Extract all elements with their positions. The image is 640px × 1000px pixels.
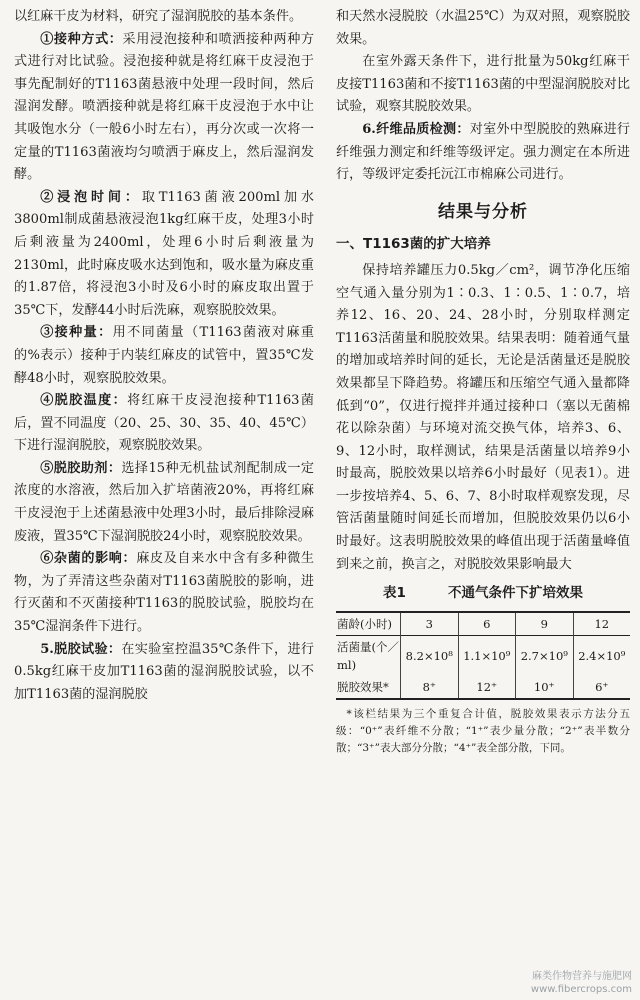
watermark-line: 麻类作物营养与施肥网 (532, 971, 632, 982)
table-cell: 2.4×10⁹ (573, 635, 630, 676)
table-cell: 10⁺ (516, 676, 574, 699)
table-caption (336, 582, 630, 605)
table-footnote: *该栏结果为三个重复合计值，脱胶效果表示方法分五级：“0⁺”表纤维不分散；“1⁺”表少量分散；“2⁺”表半数分散；“3⁺”表大部分分散；“4⁺”表全部分散，下同。 (336, 707, 630, 754)
table-row (336, 635, 630, 676)
table-header-row (336, 612, 630, 636)
table-cell: 2.7×10⁹ (516, 635, 574, 676)
degumming-additive-paragraph: ⑤脱胶助剂：选择15种无机盐试剂配制成一定浓度的水溶液，然后加入扩培菌液20%，再将红麻干皮浸泡于上述菌悬液中处理3小时，最后排除浸麻废液，置35℃下湿润脱胶24小时，观察脱胶效果。 (14, 460, 314, 544)
table-header-cell: 菌龄(小时) (337, 616, 392, 631)
table-header-cell: 6 (458, 612, 516, 636)
table-row (336, 676, 630, 699)
table-header-cell: 9 (516, 612, 574, 636)
table-number: 表1 (383, 585, 406, 602)
control-paragraph: 和天然水浸脱胶（水温25℃）为双对照，观察脱胶效果。 (336, 9, 630, 47)
soak-time-paragraph: ②浸泡时间：取T1163菌液200ml加水3800ml制成菌悬液浸泡1kg红麻干皮，处理3小时后剩液量为2400ml，处理6小时后剩液量为2130ml，此时麻皮吸水达到饱和，吸水量为麻皮重的1.87倍，将浸泡3小时及6小时的麻皮取出置于35℃下，发酵44小时后洗麻，观察脱胶效果。 (14, 189, 314, 318)
table-cell: 8.2×10⁸ (401, 635, 459, 676)
table-cell: 12⁺ (458, 676, 516, 699)
table-title: 不通气条件下扩培效果 (447, 585, 583, 602)
culture-table (336, 611, 630, 700)
table-cell: 6⁺ (573, 676, 630, 699)
table-cell: 活菌量(个／ml) (337, 639, 399, 672)
right-column (336, 6, 630, 757)
left-column (14, 6, 314, 706)
subsection-title: 一、T1163菌的扩大培养 (336, 236, 491, 253)
degumming-temperature-paragraph: ④脱胶温度：将红麻干皮浸泡接种T1163菌后，置不同温度（20、25、30、35、40、45℃）下进行湿润脱胶，观察脱胶效果。 (14, 393, 314, 454)
site-watermark (531, 970, 632, 996)
outdoor-test-paragraph: 在室外露天条件下，进行批量为50kg红麻干皮接T1163菌和不接T1163菌的中型湿润脱胶对比试验，观察其脱胶效果。 (336, 54, 630, 115)
results-section-title: 结果与分析 (438, 201, 528, 222)
culture-results-paragraph: 保持培养罐压力0.5kg／cm²，调节净化压缩空气通入量分别为1∶0.3、1∶0.5、1∶0.7，培养12、16、20、24、28小时，分别取样测定T1163活菌量和脱胶效果。结果表明：随着通气量的增加或培养时间的延长，无论是活菌量还是脱胶效果都呈下降趋势。将罐压和压缩空气通入量都降低到“0”，仅进行搅拌并通过接种口（塞以无菌棉花以除杂菌）与环境对流交换气体，培养3、6、9、12小时，取样测试，结果是活菌量以培养9小时最高，脱胶效果以培养6小时最好（见表1）。进一步按培养4、5、6、7、8小时取样观察发现，尽管活菌量随时间延长而增加，但脱胶效果仍以6小时最好。这表明脱胶效果的峰值出现于活菌量峰值到来之前，换言之，对脱胶效果影响最大 (336, 262, 630, 572)
inoculation-method-paragraph: ①接种方式：采用浸泡接种和喷洒接种两种方式进行对比试验。浸泡接种就是将红麻干皮浸泡于事先配制好的T1163菌悬液中处理一段时间，然后湿润发酵。喷洒接种就是将红麻干皮浸泡于水中让其吸饱水分（一般6小时左右），再分次或一次将一定量的T1163菌液均匀喷洒于麻皮上，然后湿润发酵。 (14, 31, 315, 183)
table-cell: 脱胶效果* (337, 679, 389, 694)
intro-paragraph: 以红麻干皮为材料，研究了湿润脱胶的基本条件。 (14, 9, 303, 24)
table-cell: 8⁺ (401, 676, 459, 699)
contaminant-effect-paragraph: ⑥杂菌的影响：麻皮及自来水中含有多种微生物，为了弄清这些杂菌对T1163菌脱胶的影响，进行灭菌和不灭菌接种T1163的脱胶试验，脱胶均在35℃湿润条件下进行。 (14, 551, 315, 635)
watermark-url: www.fibercrops.com (530, 984, 632, 995)
inoculum-amount-paragraph: ③接种量：用不同菌量（T1163菌液对麻重的%表示）接种于内装红麻皮的试管中，置35℃发酵48小时，观察脱胶效果。 (14, 325, 314, 386)
table-header-cell: 12 (573, 612, 630, 636)
fiber-quality-paragraph: 6.纤维品质检测：对室外中型脱胶的熟麻进行纤维强力测定和纤维等级评定。强力测定在本所进行，等级评定委托沅江市棉麻公司进行。 (336, 121, 631, 183)
table-cell: 1.1×10⁹ (458, 635, 516, 676)
table-header-cell: 3 (401, 612, 459, 636)
degumming-test-paragraph: 5.脱胶试验：在实验室控温35℃条件下，进行0.5kg红麻干皮加T1163菌的湿润脱胶试验，以不加T1163菌的湿润脱胶 (14, 641, 314, 702)
